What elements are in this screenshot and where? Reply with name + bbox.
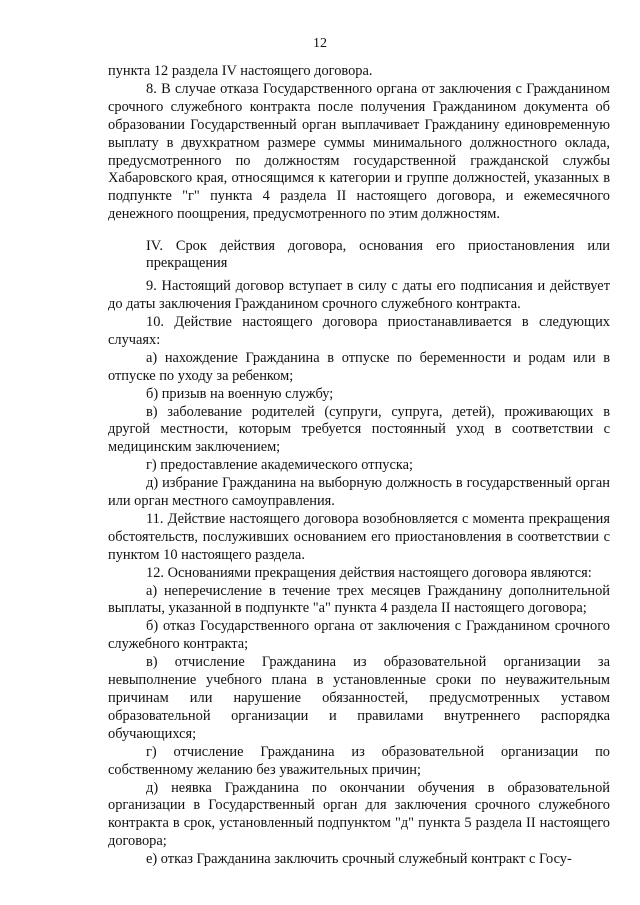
paragraph-10: 10. Действие настоящего договора приостанавливается в следующих случаях: [108, 313, 610, 348]
section-heading [108, 238, 610, 271]
paragraph-10-d: д) избрание Гражданина на выборную должность в государственный орган или орган местного самоуправления. [108, 475, 610, 510]
paragraph-12-b: б) отказ Государственного органа от заключения с Гражданином срочного служебного контракта; [108, 618, 610, 653]
paragraph-12-e: е) отказ Гражданина заключить срочный служебный контракт с Госу- [146, 851, 572, 868]
paragraph-12-d: д) неявка Гражданина по окончании обучения в образовательной организации в Государственный орган для заключения срочного служебного контракта в срок, установленный подпунктом "д" пункта 5 раздела II настоящего договора; [108, 779, 610, 850]
paragraph-10-b: б) призыв на военную службу; [146, 385, 334, 402]
paragraph-10-a: а) нахождение Гражданина в отпуске по беременности и родам или в отпуске по уходу за ребенком; [108, 349, 610, 384]
section-heading-text: IV. Срок действия договора, основания его приостановления или прекращения [146, 238, 610, 271]
paragraph-10-v: в) заболевание родителей (супруги, супруга, детей), проживающих в другой местности, которым требуется постоянный уход в соответствии с медицинским заключением; [108, 403, 610, 456]
paragraph-10-g: г) предоставление академического отпуска; [146, 457, 414, 474]
paragraph-12-g: г) отчисление Гражданина из образовательной организации по собственному желанию без уважительных причин; [108, 743, 610, 778]
paragraph-12-v: в) отчисление Гражданина из образовательной организации за невыполнение учебного плана в установленные сроки по неуважительным причинам или нарушение обязанностей, предусмотренных уставом образовательной организации и правилами внутреннего распорядка обучающихся; [108, 654, 610, 742]
document-body [108, 63, 610, 869]
paragraph-8: 8. В случае отказа Государственного органа от заключения с Гражданином срочного служебного контракта после получения Гражданином документа об образовании Государственный орган выплачивает Гражданину единовременную выплату в двухкратном размере суммы минимального должностного оклада, предусмотренного по должностям государственной гражданской службы Хабаровского края, относящимся к категории и группе должностей, указанных в подпункте "г" пункта 4 раздела II настоящего договора, и ежемесячного денежного поощрения, предусмотренного по этим должностям. [108, 80, 610, 223]
paragraph-continuation: пункта 12 раздела IV настоящего договора. [108, 63, 373, 79]
page-number: 12 [313, 36, 327, 51]
paragraph-11: 11. Действие настоящего договора возобновляется с момента прекращения обстоятельств, послуживших основанием его приостановления в соответствии с пунктом 10 настоящего раздела. [108, 510, 610, 563]
paragraph-12-a: а) неперечисление в течение трех месяцев Гражданину дополнительной выплаты, указанной в подпункте "а" пункта 4 раздела II настоящего договора; [108, 582, 610, 617]
paragraph-9: 9. Настоящий договор вступает в силу с даты его подписания и действует до даты заключения Гражданином срочного служебного контракта. [108, 278, 610, 313]
paragraph-12: 12. Основаниями прекращения действия настоящего договора являются: [146, 564, 592, 581]
